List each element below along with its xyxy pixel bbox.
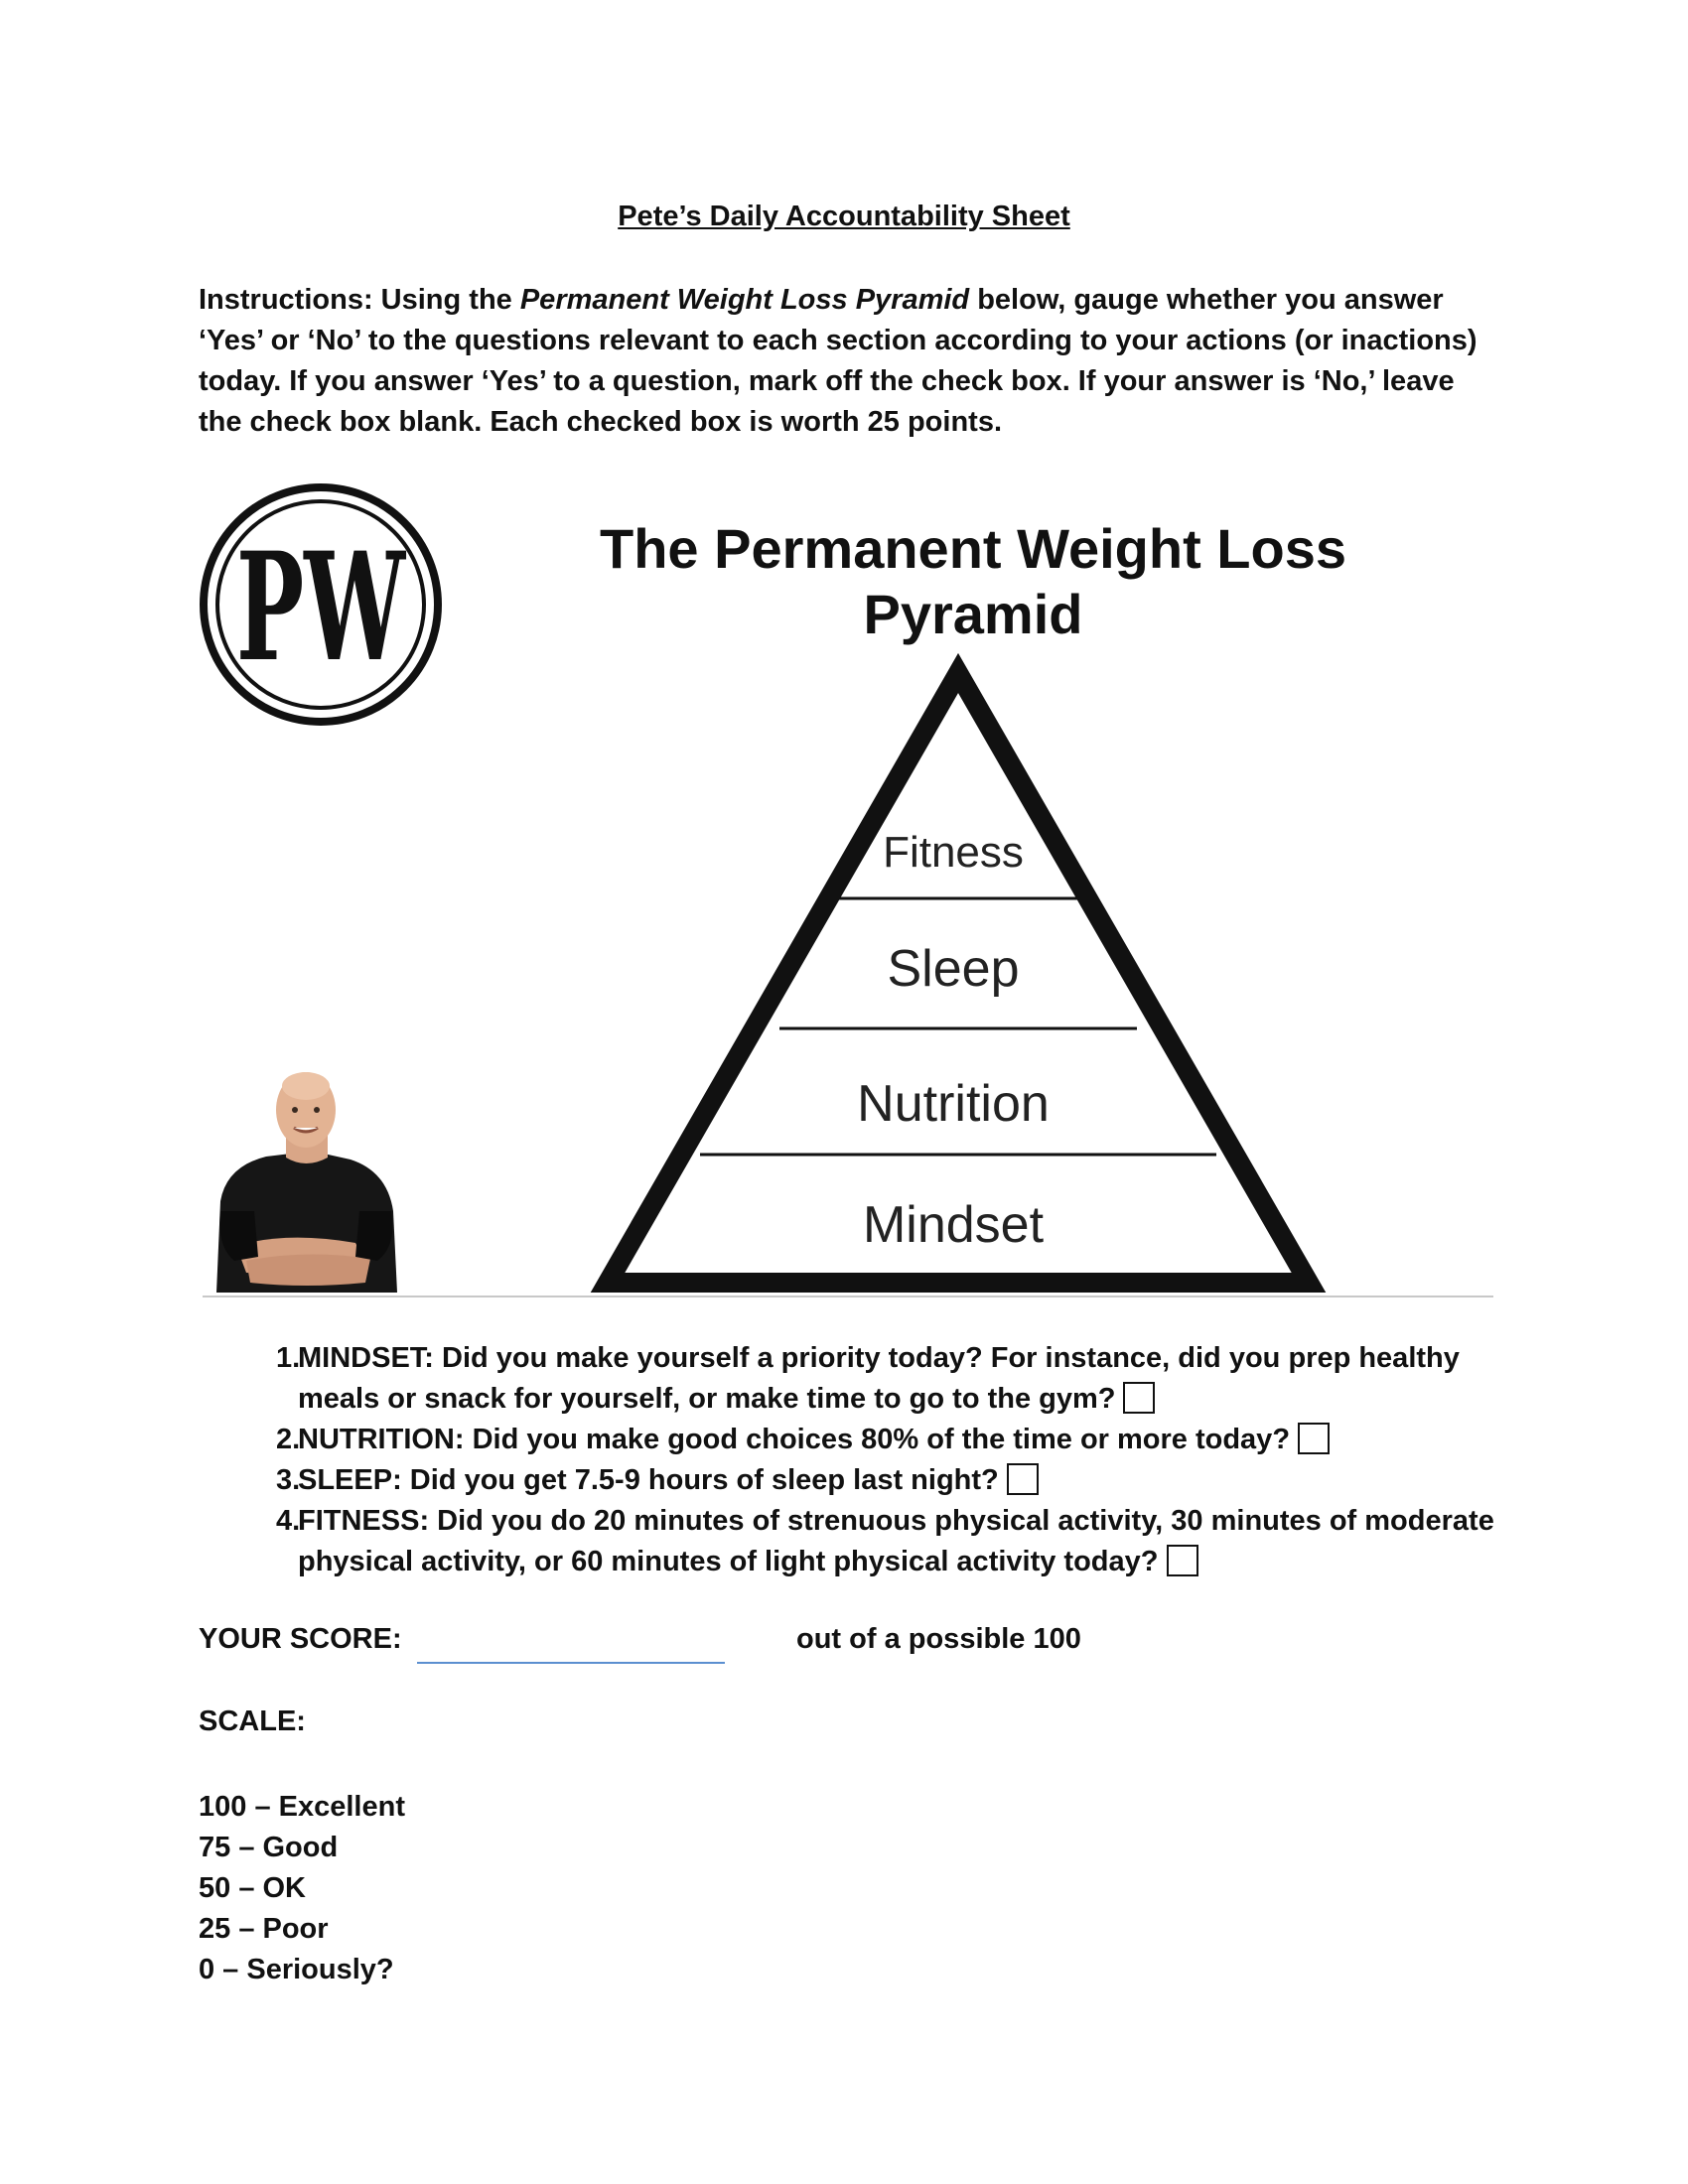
scale-list — [199, 1787, 405, 1990]
sleep-checkbox[interactable] — [1007, 1463, 1039, 1495]
instructions-suffix: below, gauge whether you answer ‘Yes’ or ‘No’ to the questions relevant to each section according to your actions (or inactions) today. If you answer ‘Yes’ to a question, mark off the check box. If your answer is ‘No,’ leave the check box blank. Each checked box is worth 25 points. — [199, 284, 1477, 438]
pyramid-level-fitness: Fitness — [883, 828, 1024, 877]
mindset-checkbox[interactable] — [1123, 1382, 1155, 1414]
question-number: 1. — [276, 1342, 301, 1374]
score-suffix: out of a possible 100 — [796, 1623, 1081, 1655]
question-list — [199, 1338, 1509, 1582]
scale-item: 25 – Poor — [199, 1913, 329, 1945]
scale-item: 100 – Excellent — [199, 1791, 405, 1823]
pw-logo — [199, 482, 443, 727]
nutrition-checkbox[interactable] — [1298, 1423, 1330, 1454]
instructions-emphasis: Permanent Weight Loss Pyramid — [519, 284, 970, 316]
scale-item: 0 – Seriously? — [199, 1954, 394, 1985]
question-text: SLEEP: Did you get 7.5-9 hours of sleep last night? — [298, 1464, 999, 1496]
question-item — [199, 1338, 1509, 1420]
pyramid-title — [487, 516, 1460, 647]
instructions-prefix: Instructions: Using the — [199, 284, 520, 316]
scale-label: SCALE: — [199, 1706, 306, 1737]
scale-item: 75 – Good — [199, 1832, 339, 1863]
question-text: MINDSET: Did you make yourself a priority today? For instance, did you prep healthy meals or snack for yourself, or make time to go to the gym? — [298, 1342, 1460, 1415]
question-item — [199, 1420, 1509, 1460]
pyramid-title-line2: Pyramid — [863, 583, 1083, 645]
question-text: FITNESS: Did you do 20 minutes of strenuous physical activity, 30 minutes of moderate physical activity, or 60 minutes of light physical activity today? — [298, 1505, 1494, 1577]
fitness-checkbox[interactable] — [1167, 1545, 1198, 1576]
question-text: NUTRITION: Did you make good choices 80% of the time or more today? — [298, 1424, 1291, 1455]
instructions — [199, 280, 1499, 443]
score-label: YOUR SCORE: — [199, 1623, 402, 1655]
pyramid-level-sleep: Sleep — [887, 940, 1020, 998]
question-item — [199, 1501, 1509, 1582]
logo-text: PW — [236, 520, 407, 695]
scale-item: 50 – OK — [199, 1872, 306, 1904]
question-number: 4. — [276, 1505, 301, 1537]
question-number: 2. — [276, 1424, 301, 1455]
pyramid-level-nutrition: Nutrition — [857, 1075, 1050, 1133]
coach-photo — [207, 1062, 405, 1293]
question-number: 3. — [276, 1464, 301, 1496]
question-item — [199, 1460, 1509, 1501]
section-divider — [203, 1296, 1493, 1297]
pyramid-level-mindset: Mindset — [862, 1196, 1045, 1254]
pyramid-title-line1: The Permanent Weight Loss — [600, 517, 1346, 580]
document-title: Pete’s Daily Accountability Sheet — [618, 201, 1070, 232]
score-input-line[interactable] — [417, 1662, 725, 1664]
